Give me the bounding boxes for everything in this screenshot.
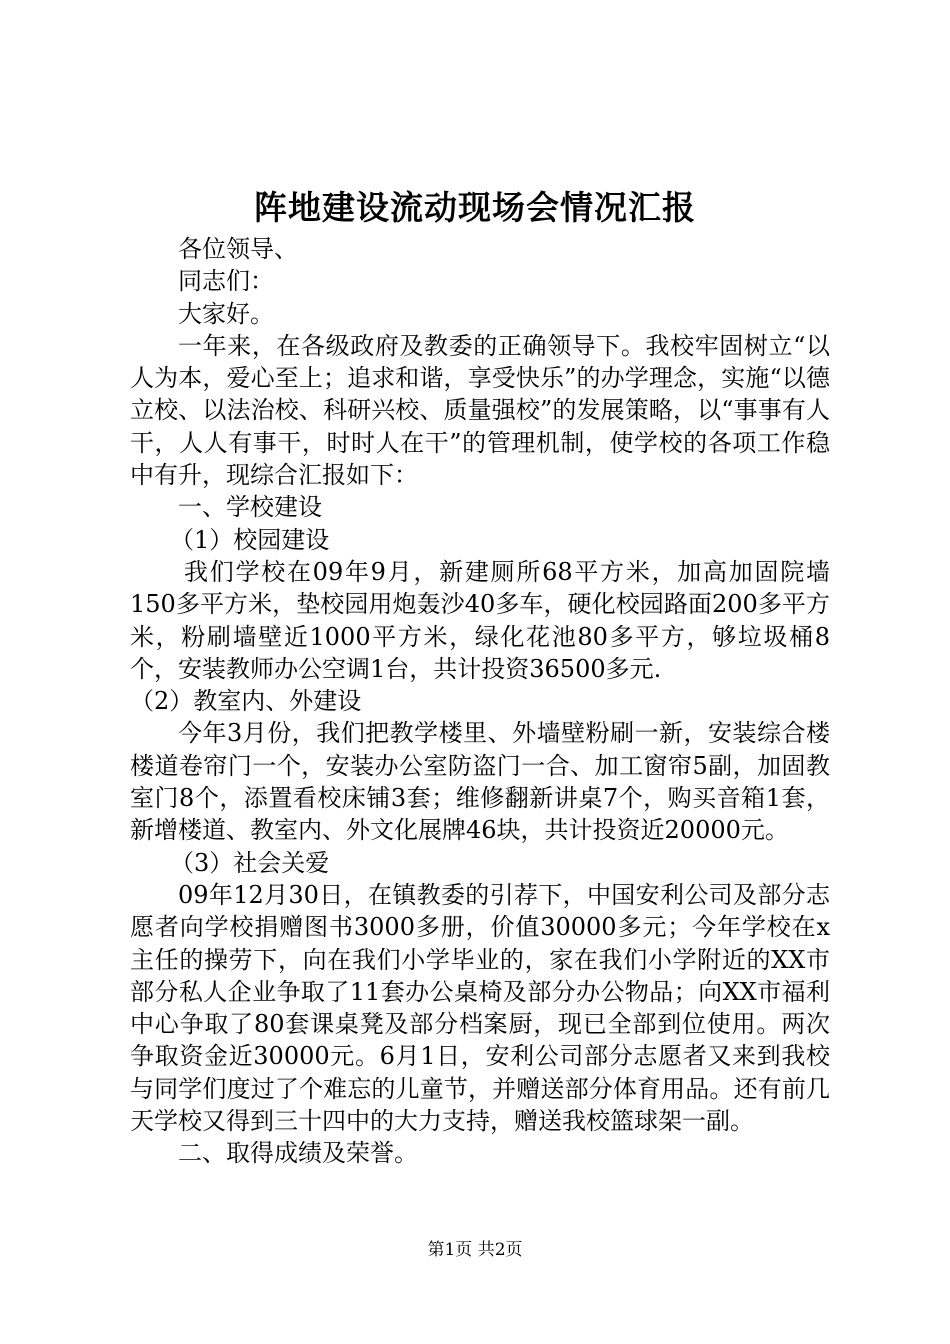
- greeting: 大家好。: [178, 299, 274, 328]
- classroom-construction-paragraph: 今年3月份，我们把教学楼里、外墙壁粉刷一新，安装综合楼楼道卷帘门一个，安装办公室防盗门一合、加工窗帘5副，加固教室门8个，添置看校床铺3套；维修翻新讲桌7个，购买音箱1套，新增楼道、教室内、外文化展牌46块，共计投资近20000元。: [130, 719, 830, 845]
- campus-construction-paragraph: 我们学校在09年9月，新建厕所68平方米，加高加固院墙150多平方米，垫校园用炮轰沙40多车，硬化校园路面200多平方米，粉刷墙壁近1000平方米，绿化花池80多平方，够垃圾桶8个，安装教师办公空调1台，共计投资36500多元.: [130, 557, 830, 683]
- page-footer: 第1页 共2页: [427, 1240, 523, 1260]
- subsection-heading-social-care: （3）社会关爱: [170, 848, 330, 877]
- subsection-heading-classroom: （2）教室内、外建设: [130, 687, 362, 716]
- intro-paragraph: 一年来，在各级政府及教委的正确领导下。我校牢固树立“以人为本，爱心至上；追求和谐，享受快乐”的办学理念，实施“以德立校、以法治校、科研兴校、质量强校”的发展策略，以“事事有人干，人人有事干，时时人在干”的管理机制，使学校的各项工作稳中有升，现综合汇报如下：: [130, 331, 830, 490]
- document-title: 阵地建设流动现场会情况汇报: [254, 188, 696, 227]
- section-heading-achievements: 二、取得成绩及荣誉。: [178, 1139, 418, 1168]
- salutation-leaders: 各位领导、: [178, 235, 298, 263]
- document-body: [130, 233, 830, 1170]
- social-care-paragraph: 09年12月30日，在镇教委的引荐下，中国安利公司及部分志愿者向学校捐赠图书3000多册，价值30000多元；今年学校在x主任的操劳下，向在我们小学毕业的，家在我们小学附近的XX市部分私人企业争取了11套办公桌椅及部分办公物品；向XX市福利中心争取了80套课桌凳及部分档案厨，现已全部到位使用。两次争取资金近30000元。6月1日，安利公司部分志愿者又来到我校与同学们度过了个难忘的儿童节，并赠送部分体育用品。还有前几天学校又得到三十四中的大力支持，赠送我校篮球架一副。: [130, 880, 830, 1136]
- salutation-comrades: 同志们：: [178, 267, 274, 296]
- subsection-heading-campus: （1）校园建设: [170, 525, 330, 554]
- section-heading-school-construction: 一、学校建设: [178, 493, 322, 522]
